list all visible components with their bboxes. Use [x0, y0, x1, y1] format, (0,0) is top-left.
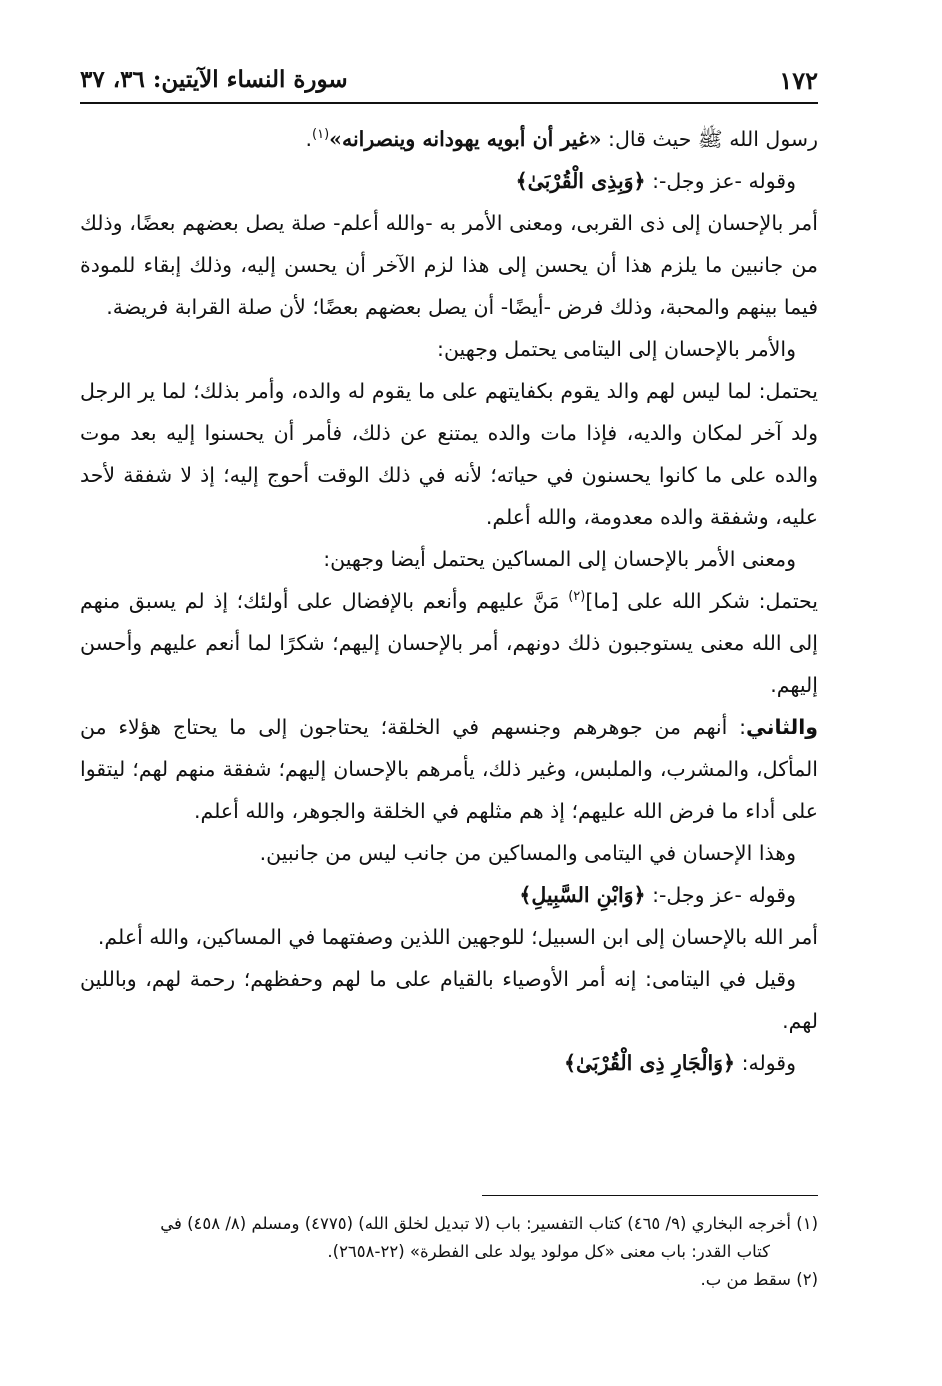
paragraph: وهذا الإحسان في اليتامى والمساكين من جانب ليس من جانبين. — [259, 841, 796, 865]
footnote: (٢) سقط من ب. — [700, 1270, 818, 1289]
footnote-divider — [482, 1195, 818, 1196]
page-number: ١٧٢ — [779, 66, 818, 95]
text-run: رسول الله ﷺ حيث قال: — [601, 127, 818, 151]
text-run: : أنهم من جوهرهم وجنسهم في الخلقة؛ يحتاجون إلى ما يحتاج هؤلاء من المأكل، والمشرب، والملبس، وغير ذلك، يأمرهم بالإحسان إليهم؛ شفقة منهم لهم؛ ليتقوا على أداء ما فرض الله عليهم؛ إذ هم مثلهم في الخلقة والجوهر، والله أعلم. — [80, 715, 818, 823]
main-text — [80, 118, 818, 1084]
text-run: يحتمل: شكر الله على [ما] — [585, 589, 818, 613]
paragraph — [80, 160, 818, 202]
paragraph — [80, 706, 818, 832]
section-keyword: والثاني — [746, 715, 818, 739]
footnote-continuation: كتاب القدر: باب معنى «كل مولود يولد على الفطرة» (٢٢-٢٦٥٨). — [327, 1242, 770, 1261]
paragraph — [80, 580, 818, 706]
paragraph — [80, 118, 818, 160]
paragraph: وقيل في اليتامى: إنه أمر الأوصياء بالقيام على ما لهم وحفظهم؛ رحمة لهم، وباللين لهم. — [80, 967, 818, 1033]
paragraph — [80, 1042, 818, 1084]
quran-verse: ﴿وَالْجَارِ ذِى الْقُرْبَىٰ﴾ — [563, 1051, 736, 1075]
text-run: وقوله: — [735, 1051, 796, 1075]
text-run: وقوله -عز وجل-: — [645, 883, 796, 907]
quran-verse: ﴿وَبِذِى الْقُرْبَىٰ﴾ — [515, 169, 646, 193]
footnote-ref[interactable]: (٢) — [568, 589, 586, 605]
paragraph: أمر الله بالإحسان إلى ابن السبيل؛ للوجهين اللذين وصفتهما في المساكين، والله أعلم. — [97, 925, 818, 949]
paragraph: ومعنى الأمر بالإحسان إلى المساكين يحتمل أيضا وجهين: — [323, 547, 796, 571]
quran-verse: ﴿وَابْنِ السَّبِيلِ﴾ — [519, 883, 646, 907]
paragraph: أمر بالإحسان إلى ذى القربى، ومعنى الأمر به -والله أعلم- صلة يصل بعضهم بعضًا، وذلك من جانبين ما يلزم هذا أن يحسن إلى هذا لزم الآخر أن يحسن إليه، وذلك إبقاء للمودة فيما بينهم والمحبة، وذلك فرض -أيضًا- أن يصل بعضهم بعضًا؛ لأن صلة القرابة فريضة. — [80, 211, 818, 319]
text-run: وقوله -عز وجل-: — [645, 169, 796, 193]
page-header — [80, 58, 818, 104]
footnote-ref[interactable]: (١) — [312, 127, 330, 143]
text-run: . — [305, 127, 313, 151]
footnotes — [80, 1210, 818, 1294]
text-run: مَنَّ عليهم وأنعم بالإفضال على أولئك؛ إذ لم يسبق منهم إلى الله معنى يستوجبون ذلك دونهم، أمر بالإحسان إليهم؛ شكرًا لما أنعم عليهم وأحسن إليهم. — [80, 589, 818, 697]
paragraph: يحتمل: لما ليس لهم والد يقوم بكفايتهم على ما يقوم له والده، وأمر بذلك؛ لما ير الرجل ولد آخر لمكان والديه، فإذا مات والده يمتنع عن ذلك، فأمر أن يحسنوا إليه بعد موت والده على ما كانوا يحسنون في حياته؛ لأنه في ذلك الوقت أحوج إليه؛ إذ لا شفقة لأحد عليه، وشفقة والده معدومة، والله أعلم. — [80, 379, 818, 529]
paragraph — [80, 874, 818, 916]
paragraph: والأمر بالإحسان إلى اليتامى يحتمل وجهين: — [437, 337, 796, 361]
running-title: سورة النساء الآيتين: ٣٦، ٣٧ — [80, 66, 348, 93]
hadith-quote: «غير أن أبويه يهودانه وينصرانه» — [329, 127, 602, 151]
footnote: (١) أخرجه البخاري (٩/ ٤٦٥) كتاب التفسير: باب (لا تبديل لخلق الله) (٤٧٧٥) ومسلم (٨/ ٤٥٨) في — [160, 1214, 818, 1233]
